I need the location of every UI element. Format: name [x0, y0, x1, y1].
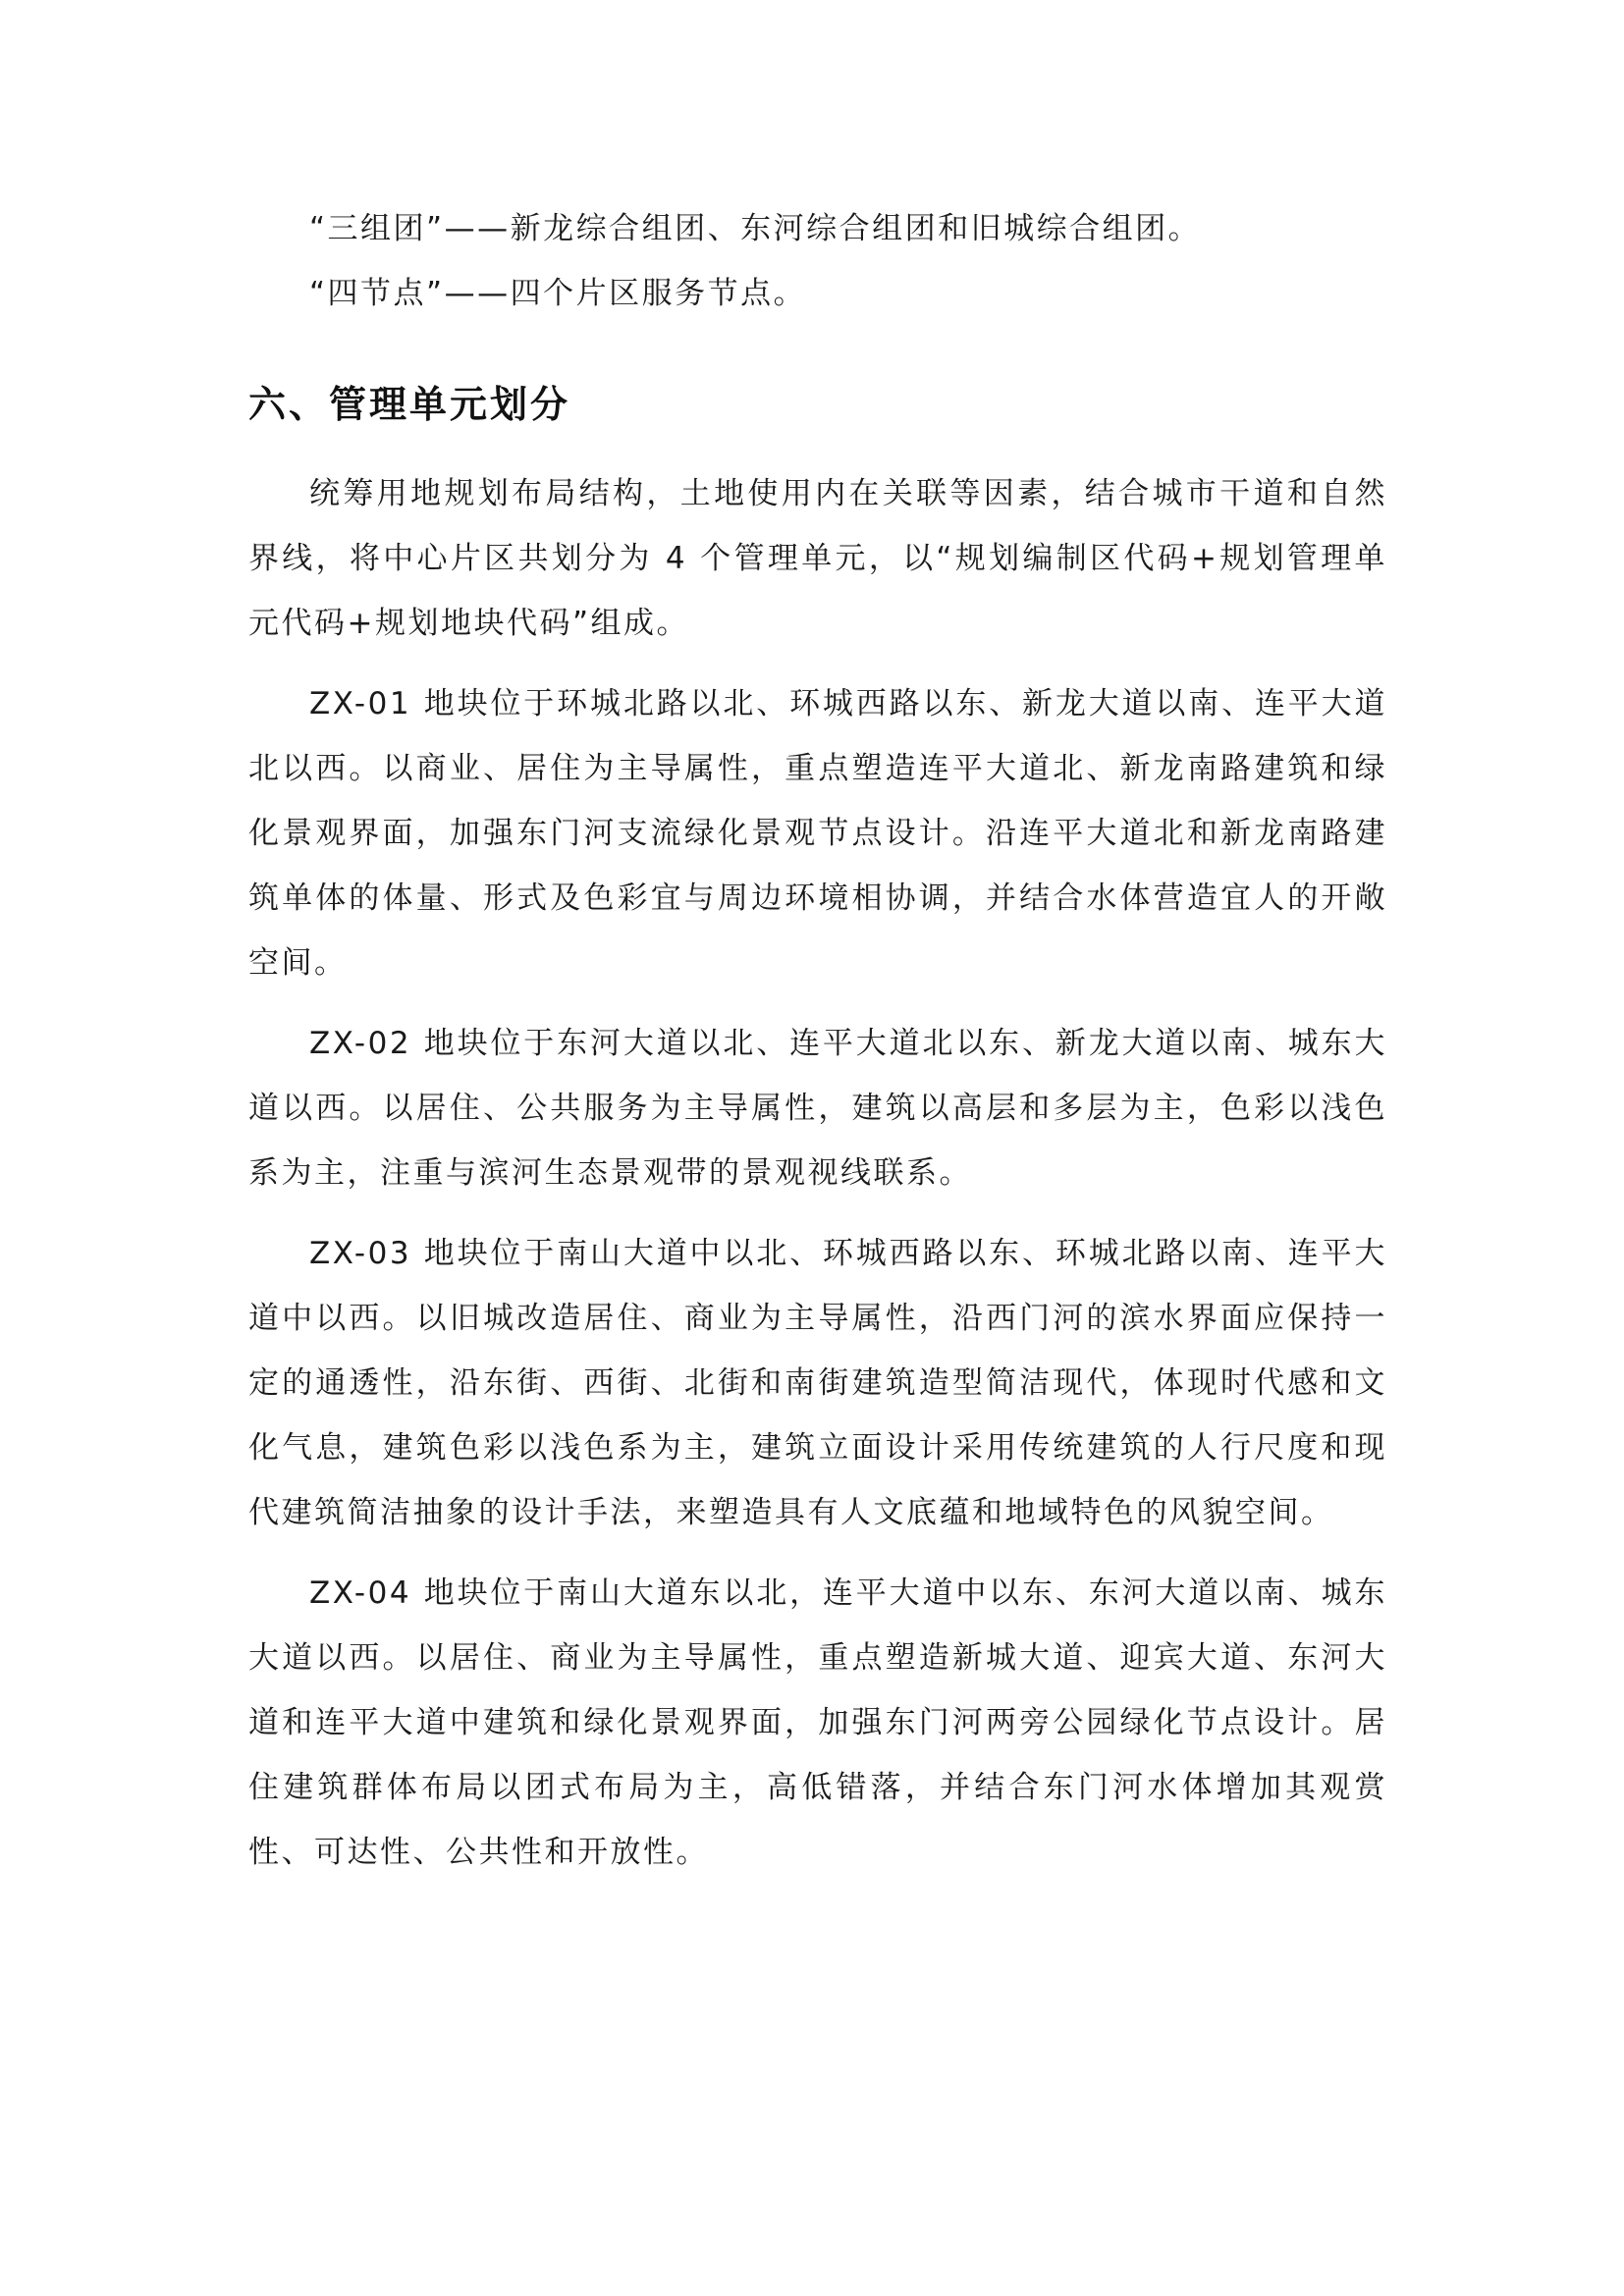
intro-line-four-nodes: “四节点”——四个片区服务节点。 [309, 276, 807, 311]
paragraph-zx-01: ZX-01 地块位于环城北路以北、环城西路以东、新龙大道以南、连平大道北以西。以商业、居住为主导属性，重点塑造连平大道北、新龙南路建筑和绿化景观界面，加强东门河支流绿化景观节点设计。沿连平大道北和新龙南路建筑单体的体量、形式及色彩宜与周边环境相协调，并结合水体营造宜人的开敞空间。 [248, 686, 1387, 981]
paragraph-zx-04: ZX-04 地块位于南山大道东以北，连平大道中以东、东河大道以南、城东大道以西。以居住、商业为主导属性，重点塑造新城大道、迎宾大道、东河大道和连平大道中建筑和绿化景观界面，加强东门河两旁公园绿化节点设计。居住建筑群体布局以团式布局为主，高低错落，并结合东门河水体增加其观赏性、可达性、公共性和开放性。 [248, 1575, 1387, 1870]
paragraph-overview-block [248, 461, 1387, 656]
paragraph-zx01-block [248, 671, 1387, 995]
paragraph-zx-02: ZX-02 地块位于东河大道以北、连平大道北以东、新龙大道以南、城东大道以西。以居住、公共服务为主导属性，建筑以高层和多层为主，色彩以浅色系为主，注重与滨河生态景观带的景观视线联系。 [248, 1026, 1387, 1191]
paragraph-zx03-block [248, 1221, 1387, 1545]
document-body [248, 196, 1387, 1900]
paragraph-zx04-block [248, 1561, 1387, 1885]
paragraph-zx-03: ZX-03 地块位于南山大道中以北、环城西路以东、环城北路以南、连平大道中以西。以旧城改造居住、商业为主导属性，沿西门河的滨水界面应保持一定的通透性，沿东街、西街、北街和南街建筑造型简洁现代，体现时代感和文化气息，建筑色彩以浅色系为主，建筑立面设计采用传统建筑的人行尺度和现代建筑简洁抽象的设计手法，来塑造具有人文底蕴和地域特色的风貌空间。 [248, 1236, 1387, 1530]
intro-line-three-clusters: “三组团”——新龙综合组团、东河综合组团和旧城综合组团。 [309, 211, 1202, 246]
section-heading: 六、管理单元划分 [248, 383, 571, 426]
paragraph-overview: 统筹用地规划布局结构，土地使用内在关联等因素，结合城市干道和自然界线，将中心片区共划分为 4 个管理单元，以“规划编制区代码+规划管理单元代码+规划地块代码”组成。 [248, 476, 1387, 641]
paragraph-zx02-block [248, 1011, 1387, 1205]
